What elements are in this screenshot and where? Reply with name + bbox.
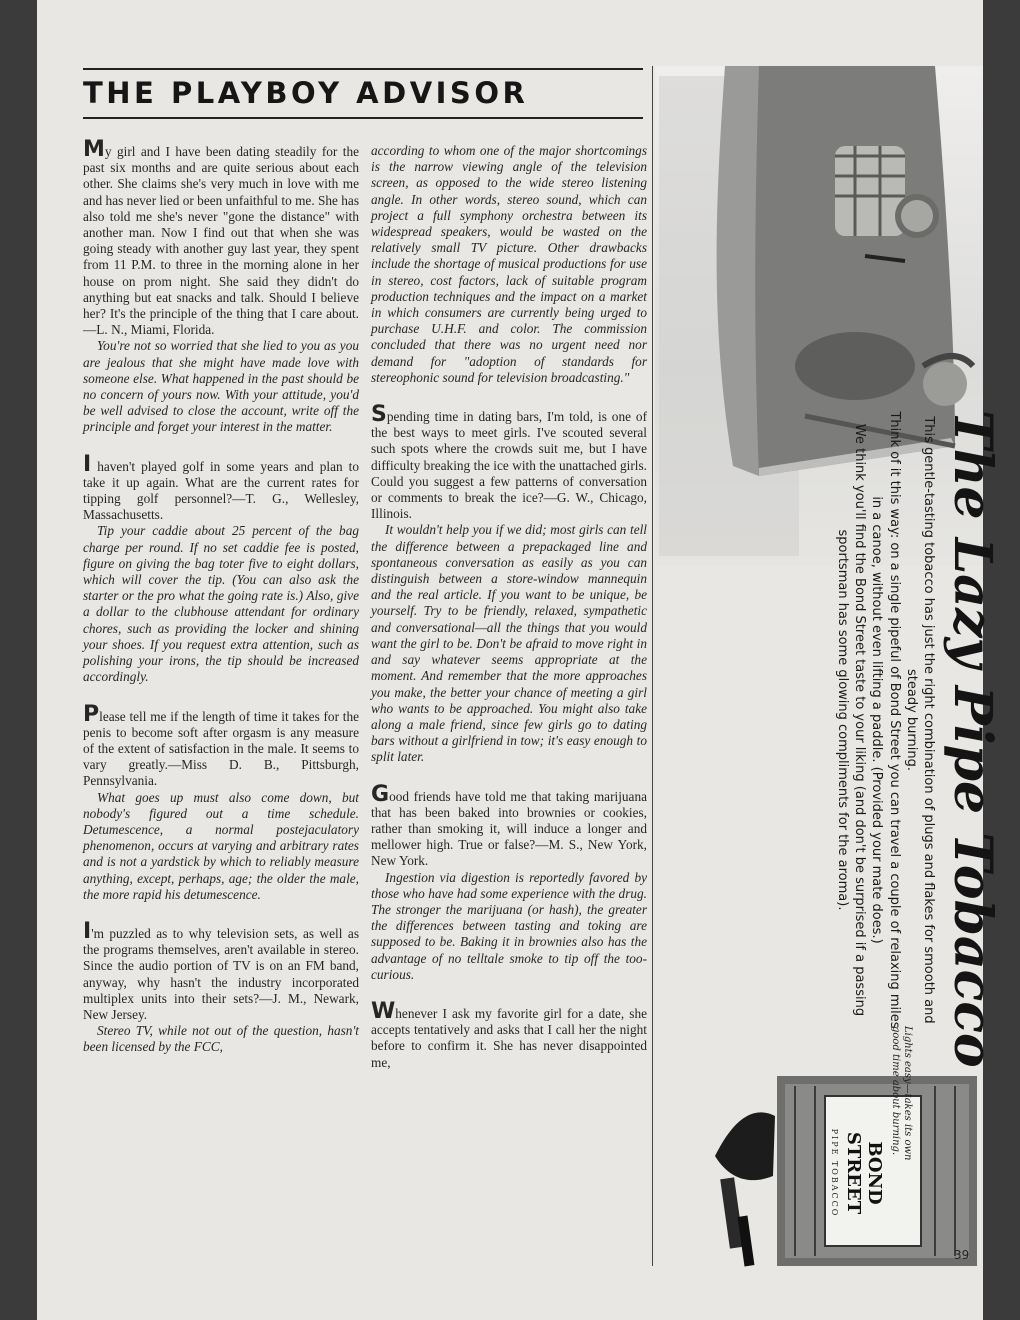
advisor-answer: Tip your caddie about 25 percent of the bag charge per round. If no set caddie fee is posted, figure on giving the bag toter five to eight dollars, which will cover the tip. (You can also ask the starter or the pro what the going rate is.) Also, give a dollar to the clubhouse attendant for ordinary chores, such as providing the locker and shining your shoes. If you request extra attention, such as polishing your irons, the tip should be increased accordingly. (83, 523, 359, 685)
advisor-answer: Ingestion via digestion is reportedly favored by those who have had some experience with the drug. The stronger the marijuana (or hash), the greater the differences between tasting and toking are supposed to be. Baking it in brownies also has the advantage of no telltale smoke to tip off the too-curious. (371, 869, 647, 982)
ad-paragraph: We think you'll find the Bond Street taste to your liking (and don't be surprised if a passing sportsman has some glowing compliments for the aroma). (834, 423, 868, 1017)
letter-question: My girl and I have been dating steadily for the past six months and are quite serious about each other. She claims she's very much in love with me and has never lied or been unfaithful to me. She has also told me she's never "gone the distance" with another man. Now I find out that when she was going steady with another guy last year, they spent from 11 P.M. to three in the morning alone in her house on prom night. She said they didn't do anything but eat snacks and talk. Should I believe her? It's the principle of the thing that I care about.—L. N., Miami, Florida. (83, 137, 359, 338)
column-divider (652, 66, 653, 1266)
letter-question: I'm puzzled as to why television sets, as well as the programs themselves, aren't available in stereo. Since the audio portion of TV is on an FM band, anyway, why hasn't the industry incorporated multiplex units into their sets?—J. M., Newark, New Jersey. (83, 918, 359, 1022)
magazine-page: THE PLAYBOY ADVISOR My girl and I have been dating steadily for the past six months and are quite serious about each other. She claims she's very much in love with me and has never lied or been unfaithful to me. She has also told me she's never "gone the distance" with another man. Now I find out that when she was going steady with another guy last year, they spent from 11 P.M. to three in the morning alone in her house on prom night. She said they didn't do anything but eat snacks and talk. Should I believe her? It's the principle of the thing that I care about.—L. N., Miami, Florida. You're not so worried that she lied to you as you are jealous that she might have made love with someone else. What happened in the past should be no concern of yours now. With your attitude, you'd be well advised to close the account, write off the principle and forget your interest in the matter. I haven't played golf in some years and plan to take it up again. What are the current rates for tipping golf personnel?—T. G., Wellesley, Massachusetts. Tip your caddie about 25 percent of the bag charge per round. If no set caddie fee is posted, figure on giving the bag toter five to eight dollars, which will cover the tip. (You can also ask the starter or the pro what the going rate is.) Also, give a dollar to the clubhouse attendant for ordinary chores, such as providing the locker and shining your shoes. If you request extra attention, such as polishing your irons, the tip should be increased accordingly. Please tell me if the length of time it takes for the penis to become soft after orgasm is any measure of the extent of satisfaction in the male. It seems to vary greatly.—Miss D. B., Pittsburgh, Pennsylvania. What goes up must also come down, but nobody's figured out a time schedule. Detumescence, a normal postejaculatory phenomenon, occurs at varying and arbitrary rates and is not a yardstick by which to reliably measure anything, except, perhaps, age; the older the male, the more rapid his detumescence. I'm puzzled as to why television sets, as well as the programs themselves, aren't available in stereo. Since the audio portion of TV is on an FM band, anyway, why hasn't the industry incorporated multiplex units into their sets?—J. M., Newark, New Jersey. Stereo TV, while not out of the question, hasn't been licensed by the FCC, according to whom one of the major shortcomings is the narrow viewing angle of the television screen, as opposed to the wide stereo listening angle. In other words, stereo sound, which can project a full symphony orchestra between its widespread speakers, would be wasted on the relatively small TV picture. Other drawbacks include the shortage of musical productions for use in stereo, cost factors, lack of suitable program production techniques and the impact on a market in which consumers are currently being urged to purchase U.H.F. and color. The commission concluded that there was no urgent need nor demand for "adoption of standards for stereophonic sound for television broadcasting." Spending time in dating bars, I'm told, is one of the best ways to meet girls. I've scouted several such spots where the crowds suit me, but I have difficulty breaking the ice with the unattached girls. Could you suggest a few patterns of conversation or comments to break the ice?—G. W., Chicago, Illinois. It wouldn't help you if we did; most girls can tell the difference between a prepackaged line and spontaneous conversation as easily as you can distinguish between a store-window mannequin and the real article. If you want to be unique, be yourself. Try to be friendly, relaxed, sympathetic and conversational—all the things that you would want the girl to be. Don't be afraid to move right in and say whatever seems appropriate at the moment. And remember that the more approaches you make, the better your chance of meeting a girl who wants to be approached. You might also take along a male friend, since few girls go to dating bars without a girlfriend in tow; it's easy enough to split later. Good friends have told me that taking marijuana that has been baked into brownies or cookies, rather than smoking it, will induce a longer and mellower high. True or false?—M. S., New York, New York. Ingestion via digestion is reportedly favored by those who have had some experience with the drug. The stronger the marijuana (or hash), the greater the differences between tasting and toking are supposed to be. Baking it in brownies also has the advantage of no telltale smoke to tip off the too-curious. Whenever I ask my favorite girl for a date, she accepts tentatively and asks that I call her the night before to confirm it. She has never disappointed me, BOND STREET PIPE TOBACCO The Lazy Pipe Tobacco This gentle-tasting tobacco has just the right combination of plugs and flakes for smooth and steady burning. Think of it this way: on a single pipeful of Bond Street you can travel a couple of relaxing miles in a canoe, without even lifting a paddle. (Provided your mate does.) We think you'll find the Bond Street taste to your liking (and don't be surprised if a passing sportsman has some glowing compliments for the aroma). Lights easy—takes its own good time about burning. 39 (37, 0, 983, 1320)
drop-cap: G (371, 781, 390, 807)
advisor-answer-continued: according to whom one of the major shortcomings is the narrow viewing angle of the television screen, as opposed to the wide stereo listening angle. In other words, stereo sound, which can project a full symphony orchestra between its widespread speakers, would be wasted on the relatively small TV picture. Other drawbacks include the shortage of musical productions for use in stereo, cost factors, lack of suitable program production techniques and the impact on a market in which consumers are currently being urged to purchase U.H.F. and color. The commission concluded that there was no urgent need nor demand for "adoption of standards for stereophonic sound for television broadcasting." (371, 143, 647, 385)
title-rule-top (83, 68, 643, 70)
drop-cap: I (83, 918, 92, 944)
ad-body (834, 410, 937, 1030)
letter-question: Good friends have told me that taking marijuana that has been baked into brownies or cookies, rather than smoking it, will induce a longer and mellower high. True or false?—M. S., New York, New York. (371, 781, 647, 869)
drop-cap: P (83, 701, 100, 727)
drop-cap: W (371, 998, 396, 1024)
advisor-answer: It wouldn't help you if we did; most girls can tell the difference between a prepackaged line and spontaneous conversation as easily as you can distinguish between a store-window mannequin and the real article. If you want to be unique, be yourself. Try to be friendly, relaxed, sympathetic and conversational—all the things that you would want the girl to be. Don't be afraid to move right in and say whatever seems appropriate at the moment. And remember that the more approaches you make, the better your chance of meeting a girl who wants to be approached. You might also take along a male friend, since few girls go to dating bars without a girlfriend in tow; it's easy enough to split later. (371, 522, 647, 765)
ad-paragraph: This gentle-tasting tobacco has just the right combination of plugs and flakes for smooth and steady burning. (903, 416, 936, 1024)
pipe-illustration (715, 1112, 775, 1266)
drop-cap: M (83, 137, 105, 162)
drop-cap: I (83, 451, 92, 477)
title-rule-bottom (83, 117, 643, 119)
advisor-answer: What goes up must also come down, but nobody's figured out a time schedule. Detumescence, a normal postejaculatory phenomenon, occurs at varying and arbitrary rates and is not a yardstick by which to reliably measure anything, except, perhaps, age; the older the male, the more rapid his detumescence. (83, 789, 359, 902)
ad-paragraph: Think of it this way: on a single pipeful of Bond Street you can travel a couple of relaxing miles in a canoe, without even lifting a paddle. (Provided your mate does.) (869, 411, 902, 1029)
column-left (83, 137, 359, 1056)
page-title: THE PLAYBOY ADVISOR (83, 76, 529, 110)
ad-headline: The Lazy Pipe Tobacco (942, 410, 1003, 1068)
package-brand-line2: STREET (843, 1131, 864, 1215)
letter-question: I haven't played golf in some years and plan to take it up again. What are the current rates for tipping golf personnel?—T. G., Wellesley, Massachusetts. (83, 451, 359, 523)
advisor-answer: Stereo TV, while not out of the question, hasn't been licensed by the FCC, (83, 1023, 359, 1055)
drop-cap: S (371, 402, 387, 428)
page-number: 39 (954, 1248, 970, 1262)
package-brand-line1: BOND (864, 1141, 885, 1205)
advisor-answer: You're not so worried that she lied to you as you are jealous that she might have made love with someone else. What happened in the past should be no concern of yours now. With your attitude, you'd be well advised to close the account, write off the principle and forget your interest in the matter. (83, 338, 359, 435)
package-subtitle: PIPE TOBACCO (830, 1128, 839, 1218)
letter-question: Whenever I ask my favorite girl for a date, she accepts tentatively and asks that I call her the night before to confirm it. She has never disappointed me, (371, 998, 647, 1070)
letter-question: Spending time in dating bars, I'm told, is one of the best ways to meet girls. I've scouted several such spots where the crowds suit me, but I have difficulty breaking the ice with the unattached girls. Could you suggest a few patterns of conversation or comments to break the ice?—G. W., Chicago, Illinois. (371, 402, 647, 522)
letter-question: Please tell me if the length of time it takes for the penis to become soft after orgasm is any measure of the extent of satisfaction in the male. It seems to vary greatly.—Miss D. B., Pittsburgh, Pennsylvania. (83, 701, 359, 789)
column-middle (371, 143, 647, 1071)
